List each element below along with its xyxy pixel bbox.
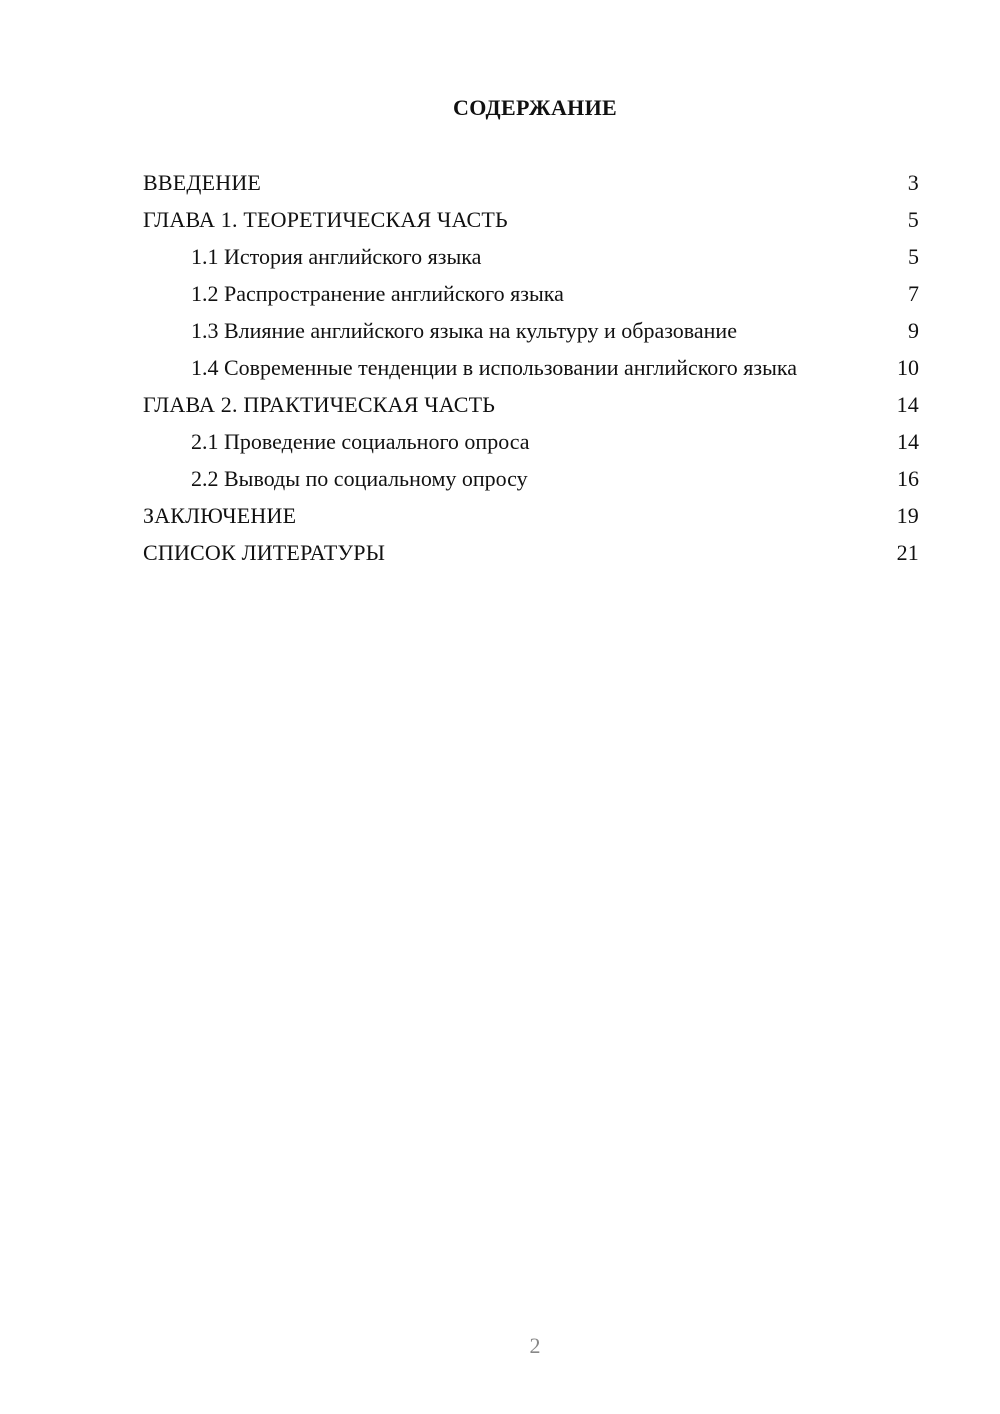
toc-entry-page: 5 — [908, 244, 919, 269]
page-title: СОДЕРЖАНИЕ — [453, 95, 617, 120]
toc-entry-label: 2.1 Проведение социального опроса — [191, 429, 530, 454]
toc-entry-section-2-2[interactable] — [143, 465, 919, 492]
toc-entry-page: 5 — [907, 207, 919, 232]
toc-entry-section-1-3[interactable] — [143, 317, 919, 344]
toc-entry-label: ГЛАВА 2. ПРАКТИЧЕСКАЯ ЧАСТЬ — [143, 392, 496, 417]
toc-entry-label: ВВЕДЕНИЕ — [143, 170, 262, 195]
toc-entry-page: 14 — [896, 392, 919, 417]
toc-entry-section-2-1[interactable] — [143, 428, 919, 455]
toc-entry-section-1-2[interactable] — [143, 280, 919, 307]
toc-entry-page: 14 — [897, 429, 919, 454]
toc-entry-section-1-4[interactable] — [143, 354, 919, 381]
toc-entry-label: ГЛАВА 1. ТЕОРЕТИЧЕСКАЯ ЧАСТЬ — [143, 207, 508, 232]
toc-entry-references[interactable] — [143, 539, 919, 566]
toc-entry-page: 16 — [897, 466, 919, 491]
toc-entry-page: 7 — [908, 281, 919, 306]
toc-entry-label: 1.3 Влияние английского языка на культуру и образование — [191, 318, 737, 343]
toc-entry-page: 3 — [907, 170, 919, 195]
toc-entry-label: 2.2 Выводы по социальному опросу — [191, 466, 528, 491]
page-number: 2 — [529, 1333, 541, 1358]
toc-entry-label: 1.2 Распространение английского языка — [191, 281, 564, 306]
toc-entry-label: ЗАКЛЮЧЕНИЕ — [143, 503, 297, 528]
toc-entry-chapter-2[interactable] — [143, 391, 919, 418]
toc-entry-introduction[interactable] — [143, 169, 919, 196]
table-of-contents — [143, 169, 919, 576]
toc-entry-label: 1.1 История английского языка — [191, 244, 482, 269]
toc-entry-label: СПИСОК ЛИТЕРАТУРЫ — [143, 540, 386, 565]
toc-entry-page: 21 — [896, 540, 919, 565]
toc-entry-chapter-1[interactable] — [143, 206, 919, 233]
toc-entry-section-1-1[interactable] — [143, 243, 919, 270]
toc-entry-conclusion[interactable] — [143, 502, 919, 529]
toc-entry-page: 10 — [897, 355, 919, 380]
toc-entry-page: 19 — [896, 503, 919, 528]
toc-entry-page: 9 — [908, 318, 919, 343]
toc-entry-label: 1.4 Современные тенденции в использовании английского языка — [191, 355, 797, 380]
